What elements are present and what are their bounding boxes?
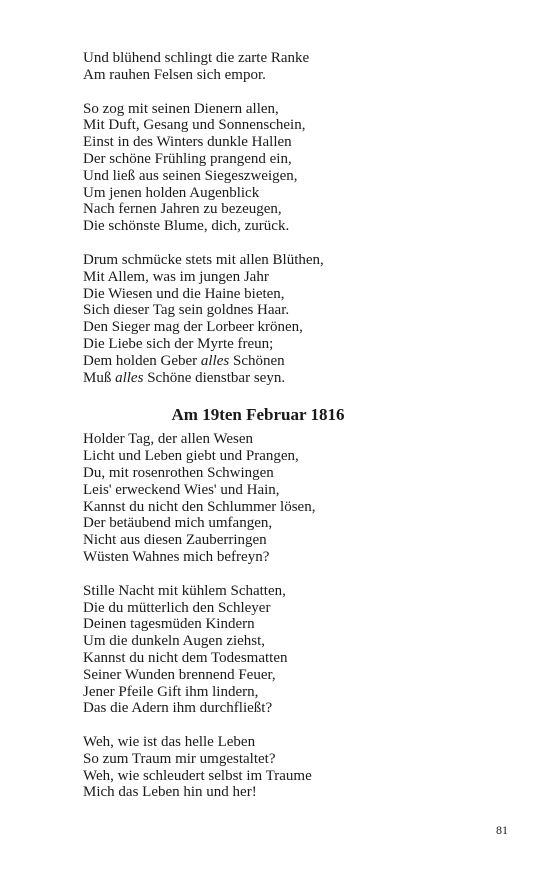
- stanza-3: [83, 252, 483, 386]
- verse-line: Die du mütterlich den Schleyer: [83, 599, 271, 616]
- verse-line-with-emphasis: [83, 353, 483, 370]
- verse-line: Sich dieser Tag sein goldnes Haar.: [83, 302, 290, 319]
- verse-line: Holder Tag, der allen Wesen: [83, 431, 254, 448]
- verse-line: Nicht aus diesen Zauberringen: [83, 532, 267, 549]
- text-segment: Dem holden Geber: [83, 352, 201, 369]
- emphasis-word: alles: [115, 369, 144, 386]
- verse-line: So zog mit seinen Dienern allen,: [83, 100, 279, 117]
- stanza-2: [83, 101, 483, 235]
- verse-line: Mich das Leben hin und her!: [83, 784, 257, 801]
- verse-line: Die Liebe sich der Myrte freun;: [83, 335, 274, 352]
- verse-line: Mit Allem, was im jungen Jahr: [83, 268, 269, 285]
- verse-line: Die Wiesen und die Haine bieten,: [83, 285, 285, 302]
- verse-line: Deinen tagesmüden Kindern: [83, 616, 255, 633]
- verse-line: Weh, wie ist das helle Leben: [83, 734, 256, 751]
- verse-line: Und blühend schlingt die zarte Ranke: [83, 50, 310, 66]
- verse-line: Den Sieger mag der Lorbeer krönen,: [83, 319, 303, 336]
- verse-line: Am rauhen Felsen sich empor.: [83, 66, 266, 83]
- verse-line: Jener Pfeile Gift ihm lindern,: [83, 683, 259, 700]
- verse-line-with-emphasis: [83, 370, 483, 387]
- poem-heading: Am 19ten Februar 1816: [171, 405, 345, 425]
- verse-line: Um die dunkeln Augen ziehst,: [83, 633, 266, 650]
- text-segment: Muß: [83, 369, 116, 386]
- verse-line: Stille Nacht mit kühlem Schatten,: [83, 582, 286, 599]
- verse-line: Wüsten Wahnes mich befreyn?: [83, 548, 270, 565]
- page-number: 81: [496, 823, 508, 837]
- verse-line: Nach fernen Jahren zu bezeugen,: [83, 201, 282, 218]
- verse-line: Die schönste Blume, dich, zurück.: [83, 218, 290, 235]
- verse-line: Der betäubend mich umfangen,: [83, 515, 273, 532]
- verse-line: Du, mit rosenrothen Schwingen: [83, 464, 274, 481]
- verse-line: Licht und Leben giebt und Prangen,: [83, 448, 299, 465]
- verse-line: Kannst du nicht dem Todesmatten: [83, 649, 288, 666]
- verse-line: Um jenen holden Augenblick: [83, 184, 260, 201]
- verse-line: Seiner Wunden brennend Feuer,: [83, 666, 276, 683]
- verse-line: Das die Adern ihm durchfließt?: [83, 700, 273, 717]
- verse-line: Einst in des Winters dunkle Hallen: [83, 134, 292, 151]
- verse-line: Weh, wie schleudert selbst im Traume: [83, 767, 312, 784]
- verse-line: So zum Traum mir umgestaltet?: [83, 750, 276, 767]
- text-segment: Schönen: [229, 352, 285, 369]
- text-segment: Schöne dienstbar seyn.: [143, 369, 286, 386]
- verse-line: Drum schmücke stets mit allen Blüthen,: [83, 251, 324, 268]
- verse-line: Der schöne Frühling prangend ein,: [83, 150, 292, 167]
- stanza-4: [83, 431, 483, 565]
- stanza-1: [83, 50, 483, 84]
- verse-line: Mit Duft, Gesang und Sonnenschein,: [83, 117, 306, 134]
- stanza-6: [83, 734, 483, 801]
- emphasis-word: alles: [200, 352, 230, 369]
- page-body: [83, 50, 483, 801]
- verse-line: Leis' erweckend Wies' und Hain,: [83, 481, 280, 498]
- stanza-5: [83, 583, 483, 717]
- verse-line: Und ließ aus seinen Siegeszweigen,: [83, 167, 298, 184]
- verse-line: Kannst du nicht den Schlummer lösen,: [83, 498, 316, 515]
